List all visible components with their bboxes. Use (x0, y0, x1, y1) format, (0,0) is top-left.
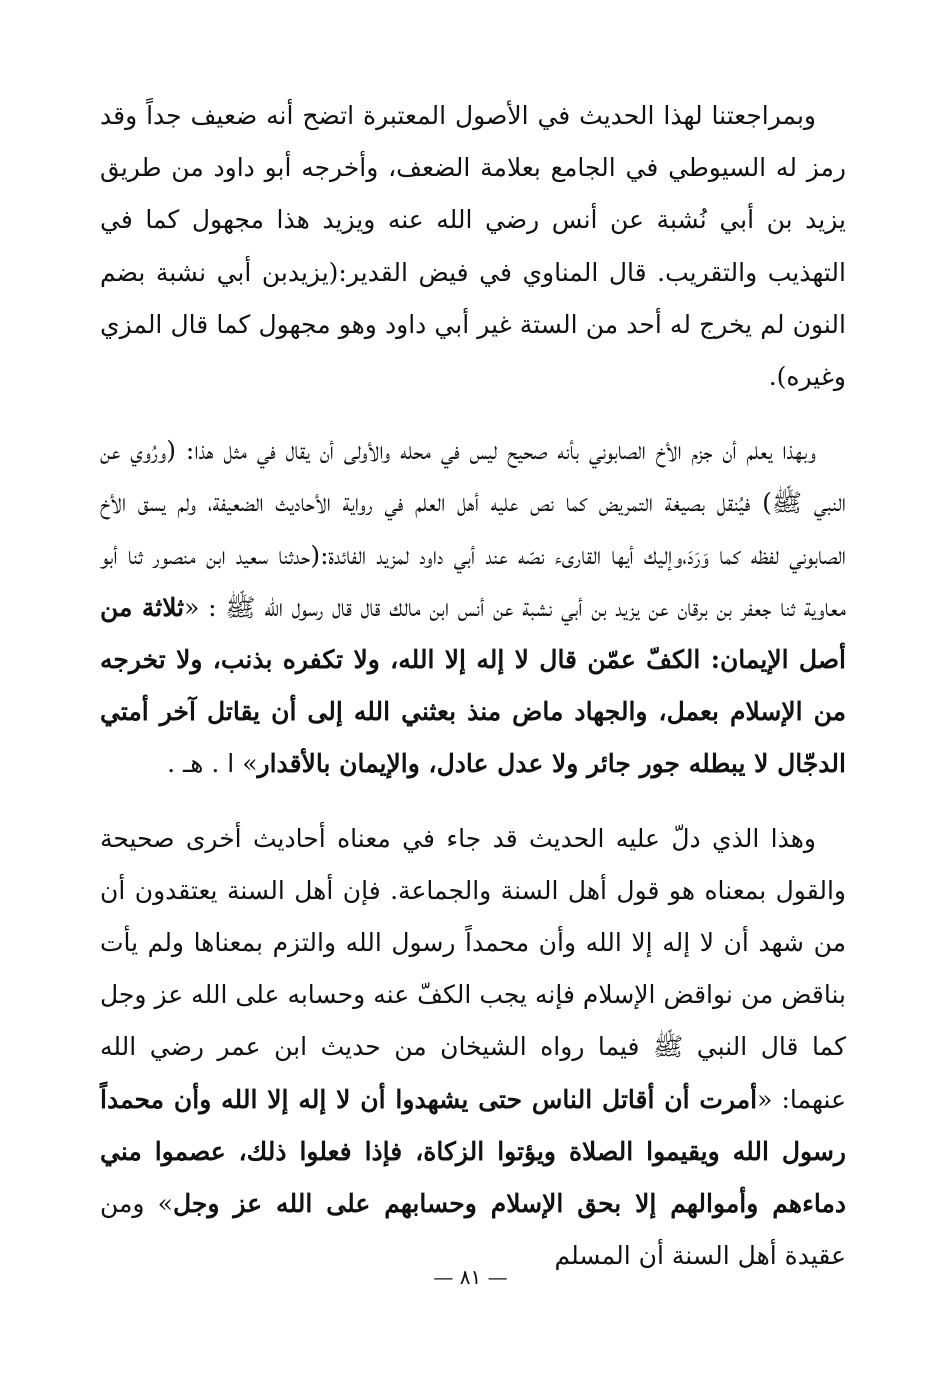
page-number: — ٨١ — (433, 1265, 508, 1289)
paragraph-1 (100, 90, 846, 403)
paragraph-3-intro: وهذا الذي دلّ عليه الحديث قد جاء في معناه أحاديث أخرى صحيحة والقول بمعناه هو قول أهل السنة والجماعة. فإن أهل السنة يعتقدون أن من شهد أن لا إله إلا الله وأن محمداً رسول الله والتزم بمعناها ولم يأت بناقض من نواقض الإسلام فإنه يجب الكفّ عنه وحسابه على الله عز وجل كما قال النبي ﷺ فيما رواه الشيخان من حديث ابن عمر رضي الله عنهما: « (100, 823, 846, 1114)
hadith-quote-1: ثلاثة من أصل الإيمان: الكفّ عمّن قال لا إله إلا الله، ولا تكفره بذنب، ولا تخرجه من الإسلام بعمل، والجهاد ماض منذ بعثني الله إلى أن يقاتل آخر أمتي الدجّال لا يبطله جور جائر ولا عدل عادل، والإيمان بالأقدار (100, 592, 846, 779)
paragraph-1-text: وبمراجعتنا لهذا الحديث في الأصول المعتبرة اتضح أنه ضعيف جداً وقد رمز له السيوطي في الجامع بعلامة الضعف، وأخرجه أبو داود من طريق يزيد بن أبي نُشبة عن أنس رضي الله عنه ويزيد هذا مجهول كما في التهذيب والتقريب. قال المناوي في فيض القدير:(يزيدبن أبي نشبة بضم النون لم يخرج له أحد من الستة غير أبي داود وهو مجهول كما قال المزي وغيره). (100, 101, 846, 392)
paragraph-3 (100, 813, 846, 1283)
paragraph-3-outro: » ومن عقيدة أهل السنة أن المسلم (100, 1189, 846, 1271)
hadith-quote-2: أمرت أن أقاتل الناس حتى يشهدوا أن لا إله إلا الله وأن محمداً رسول الله ويقيموا الصلاة ويؤتوا الزكاة، فإذا فعلوا ذلك، عصموا مني دماءهم وأموالهم إلا بحق الإسلام وحسابهم على الله عز وجل (100, 1084, 846, 1219)
paragraph-2-intro: وبهذا يعلم أن جزم الأخ الصابوني بأنه صحيح ليس في محله والأولى أن يقال في مثل هذا: (ورُوي عن النبي ﷺ) فيُنقل بصيغة التمريض كما نص عليه أهل العلم في رواية الأحاديث الضعيفة، ولم يسق الأخ الصابوني لفظه كما وَرَدَ،وإليك أيها القارىء نصّه عند أبي داود لمزيد الفائدة:(حدثنا سعيد ابن منصور ثنا أبو معاوية ثنا جعفر بن برقان عن يزيد بن أبي نشبة عن أنس ابن مالك قال قال رسول الله ﷺ : « (100, 436, 846, 622)
paragraph-2 (100, 425, 846, 790)
body-text (100, 90, 846, 1282)
paragraph-2-outro: » ا . هـ . (167, 749, 258, 779)
